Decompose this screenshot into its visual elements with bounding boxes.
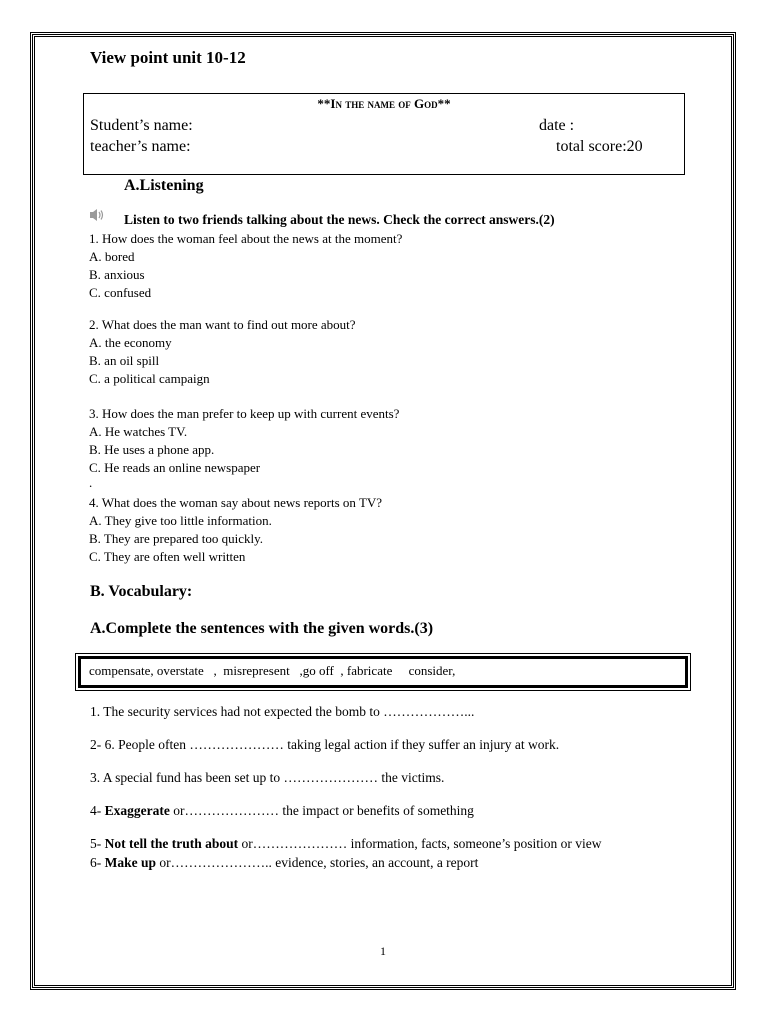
- question-3: [89, 405, 399, 489]
- document-title: View point unit 10-12: [90, 48, 246, 67]
- question-text: 1. How does the woman feel about the news at the moment?: [89, 231, 403, 246]
- option-a: A. bored: [89, 249, 135, 264]
- header-box: [83, 93, 685, 175]
- option-b: B. an oil spill: [89, 353, 160, 368]
- vocab-item-number: 5-: [90, 836, 105, 851]
- question-text: 2. What does the man want to find out more about?: [89, 317, 356, 332]
- trailing-dot: .: [89, 475, 93, 490]
- option-c: C. a political campaign: [89, 371, 210, 386]
- vocab-item-4: [90, 803, 474, 819]
- speaker-icon: [89, 207, 105, 223]
- option-b: B. He uses a phone app.: [89, 442, 215, 457]
- vocab-item-6: [90, 855, 478, 871]
- vocab-item-number: 4-: [90, 803, 105, 818]
- vocab-item-blank: ………………...: [383, 704, 475, 719]
- header-heading-rest: n the name of God**: [335, 96, 451, 111]
- option-c: C. confused: [89, 285, 152, 300]
- question-2: [89, 316, 356, 388]
- vocab-item-keyword: Exaggerate: [104, 803, 170, 818]
- date-label: date :: [539, 117, 575, 134]
- header-heading: [84, 96, 684, 112]
- question-text: 3. How does the man prefer to keep up with current events?: [89, 406, 400, 421]
- word-bank-text: compensate, overstate , misrepresent ,go off , fabricate consider,: [89, 663, 456, 678]
- option-a: A. He watches TV.: [89, 424, 188, 439]
- option-a: A. They give too little information.: [89, 513, 272, 528]
- vocabulary-instruction: A.Complete the sentences with the given words.(3): [90, 620, 434, 637]
- vocab-item-2: [90, 737, 559, 753]
- vocab-item-3: [90, 770, 444, 786]
- vocab-item-text: 2- 6. People often ………………… taking legal action if they suffer an injury at work.: [90, 737, 560, 752]
- question-4: [89, 494, 382, 566]
- student-name-label: Student’s name:: [90, 117, 193, 134]
- total-score-label: total score:20: [556, 138, 643, 155]
- vocab-item-text: or………………… information, facts, someone’s position or view: [238, 836, 602, 851]
- header-heading-prefix: **I: [317, 96, 336, 111]
- option-a: A. the economy: [89, 335, 172, 350]
- page-number: 1: [380, 944, 386, 958]
- vocabulary-section-title: B. Vocabulary:: [90, 583, 193, 600]
- vocab-item-text: or………………… the impact or benefits of something: [169, 803, 474, 818]
- vocab-item-text: 1. The security services had not expected the bomb to: [90, 704, 384, 719]
- vocab-item-number: 6-: [90, 855, 105, 870]
- listening-instruction: Listen to two friends talking about the news. Check the correct answers.(2): [124, 212, 555, 227]
- vocab-item-1: [90, 704, 474, 720]
- option-c: C. He reads an online newspaper: [89, 460, 261, 475]
- vocab-item-text: or………………….. evidence, stories, an account, a report: [156, 855, 479, 870]
- vocab-item-keyword: Make up: [104, 855, 157, 870]
- option-b: B. anxious: [89, 267, 145, 282]
- vocab-item-5: [90, 836, 601, 852]
- teacher-name-label: teacher’s name:: [90, 138, 191, 155]
- question-text: 4. What does the woman say about news reports on TV?: [89, 495, 383, 510]
- word-bank-box: [78, 656, 688, 688]
- option-c: C. They are often well written: [89, 549, 246, 564]
- vocab-item-keyword: Not tell the truth about: [104, 836, 239, 851]
- vocab-item-text: 3. A special fund has been set up to ………………… the victims.: [90, 770, 445, 785]
- option-b: B. They are prepared too quickly.: [89, 531, 263, 546]
- listening-section-title: A.Listening: [124, 177, 204, 194]
- question-1: [89, 230, 402, 302]
